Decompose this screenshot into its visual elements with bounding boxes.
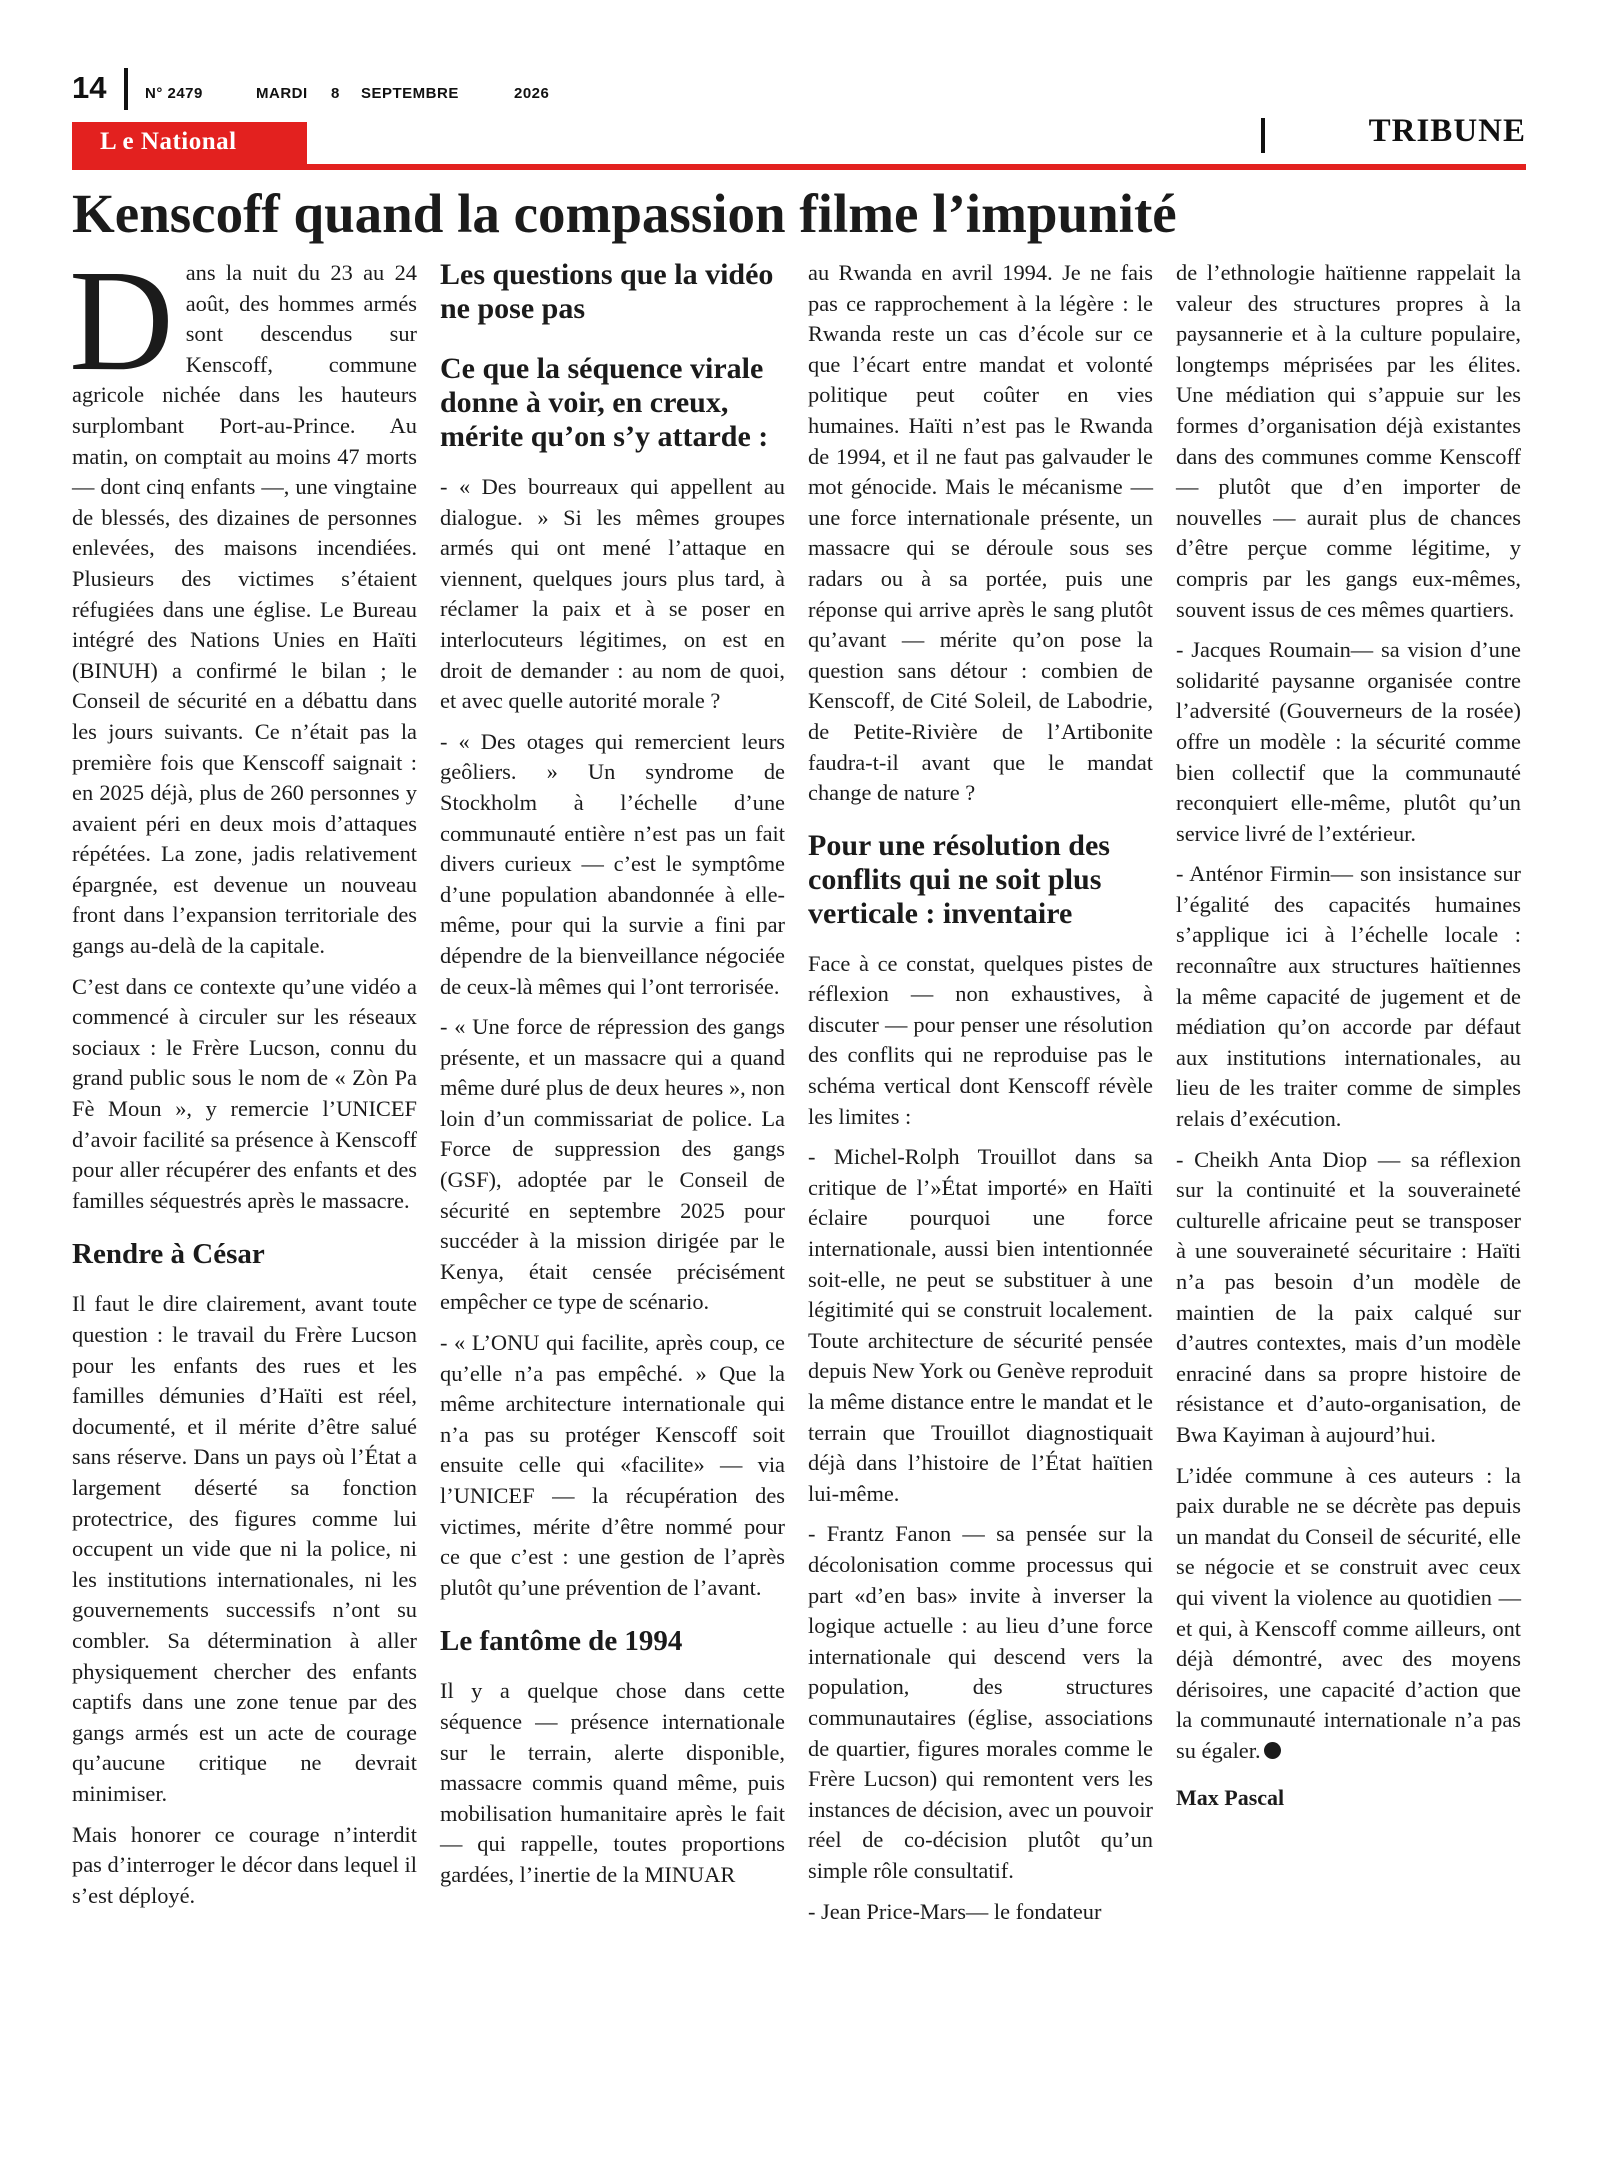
publication-name: L e National [100, 128, 237, 155]
date-day: 8 [331, 85, 340, 102]
section-label: TRIBUNE [1368, 113, 1526, 149]
list-item: - Cheikh Anta Diop — sa réflexion sur la continuité et la souveraineté culturelle africaine peut se transposer à une souveraineté sécuritaire : Haïti n’a pas besoin d’un modèle de maintien de la paix calqué sur d’autres contextes, mais d’un modèle enraciné dans sa propre histoire de résistance et d’auto-organisation, de Bwa Kayiman à aujourd’hui. [1176, 1146, 1521, 1447]
paragraph: au Rwanda en avril 1994. Je ne fais pas ce rapprochement à la légère : le Rwanda reste un cas d’école sur ce que l’écart entre mandat et volonté politique peut coûter en vies humaines. Haïti n’est pas le Rwanda de 1994, et il ne faut pas galvauder le mot génocide. Mais le mécanisme — une force internationale présente, un massacre qui se déroule sous ses radars ou à sa portée, puis une réponse qui arrive après le sang plutôt qu’avant — mérite qu’on pose la question sans détour : combien de Kenscoff, de Cité Soleil, de Labodrie, de Petite-Rivière de l’Artibonite faudra-t-il avant que le mandat change de nature ? [808, 260, 1153, 806]
article-headline: Kenscoff quand la compassion filme l’impunité [72, 183, 1177, 244]
list-item: - Jean Price-Mars— le fondateur [808, 1898, 1102, 1924]
article-column-2 [440, 258, 785, 1901]
list-item: - Michel-Rolph Trouillot dans sa critique de l’»État importé» en Haïti éclaire pourquoi une force internationale, aussi bien intentionnée soit-elle, ne peut se substituer à une légitimité qui se construit localement. Toute architecture de sécurité pensée depuis New York ou Genève reproduit la même distance entre le mandat et le terrain que Trouillot diagnostiquait déjà dans l’histoire de l’État haïtien lui-même. [808, 1144, 1153, 1506]
article-column-1 [69, 241, 417, 1921]
list-item: - Jacques Roumain— sa vision d’une solidarité paysanne organisée contre l’adversité (Gouverneurs de la rosée) offre un modèle : la sécurité comme bien collectif que la communauté reconquiert elle-même, plutôt qu’un service livré de l’extérieur. [1176, 637, 1521, 846]
paragraph: Face à ce constat, quelques pistes de réflexion — non exhaustives, à discuter — pour penser une résolution des conflits qui ne reproduise pas le schéma vertical dont Kenscoff révèle les limites : [808, 950, 1153, 1129]
date-weekday: MARDI [256, 85, 308, 102]
paragraph: C’est dans ce contexte qu’une vidéo a commencé à circuler sur les réseaux sociaux : le Frère Lucson, connu du grand public sous le nom de « Zòn Pa Fè Moun », y remercie l’UNICEF d’avoir facilité sa présence à Kenscoff pour aller récupérer des enfants et des familles séquestrés après le massacre. [72, 973, 417, 1213]
subheading-questions: Les questions que la vidéo ne pose pas [440, 258, 774, 325]
list-item: - Anténor Firmin— son insistance sur l’égalité des capacités humaines s’applique ici à l’échelle locale : reconnaître aux structures haïtiennes la même capacité de jugement et de médiation qu’on accorde par défaut aux institutions internationales, au lieu de les traiter comme de simples relais d’exécution. [1176, 861, 1521, 1132]
paragraph: Mais honorer ce courage n’interdit pas d’interroger le décor dans lequel il s’est déployé. [72, 1821, 417, 1908]
closing-text: L’idée commune à ces auteurs : la paix durable ne se décrète pas depuis un mandat du Conseil de sécurité, elle se négocie et se construit avec ceux qui vivent la violence au quotidien — et qui, à Kenscoff comme ailleurs, ont déjà démontré, avec des moyens dérisoires, une capacité d’action que la communauté internationale n’a pas su égaler. [1176, 1462, 1521, 1763]
paragraph: Il faut le dire clairement, avant toute question : le travail du Frère Lucson pour les enfants des rues et les familles démunies d’Haïti est réel, documenté, et il mérite d’être salué sans réserve. Dans un pays où l’État a largement déserté sa fonction protectrice, des figures comme lui occupent un vide que ni la police, ni les institutions internationales, ni les gouvernements successifs n’ont su combler. Sa détermination à aller physiquement chercher des enfants captifs dans une zone tenue par des gangs armés est un acte de courage qu’aucune critique ne devrait minimiser. [72, 1291, 417, 1806]
subheading-fantome: Le fantôme de 1994 [440, 1625, 683, 1658]
subheading-sequence: Ce que la séquence virale donne à voir, en creux, mérite qu’on s’y attarde : [440, 352, 769, 453]
issue-number: N° 2479 [145, 85, 203, 102]
list-item: - Frantz Fanon — sa pensée sur la décolonisation comme processus qui part «d’en bas» invite à inverser la logique actuelle : au lieu d’une force internationale qui descend vers la population, des structures communautaires (église, associations de quartier, figures morales comme le Frère Lucson) qui remontent vers les instances de décision, avec un pouvoir réel de co-décision plutôt qu’un simple rôle consultatif. [808, 1521, 1153, 1883]
author-byline: Max Pascal [1176, 1784, 1285, 1810]
list-item: - « Des otages qui remercient leurs geôliers. » Un syndrome de Stockholm à l’échelle d’une communauté entière n’est pas un fait divers curieux — c’est le symptôme d’une population abandonnée à elle-même, pour qui la survie a fini par dépendre de la bienveillance négociée de ceux-là mêmes qui l’ont terrorisée. [440, 728, 785, 999]
list-item: - « L’ONU qui facilite, après coup, ce qu’elle n’a pas empêché. » Que la même architecture internationale qui n’a pas su protéger Kenscoff soit ensuite celle qui «facilite» — via l’UNICEF — la récupération des victimes, mérite d’être nommé pour ce que c’est : une gestion de l’après plutôt qu’une prévention de l’avant. [440, 1330, 785, 1600]
date-month: SEPTEMBRE [361, 85, 459, 102]
header-divider [124, 68, 128, 110]
list-item: - « Une force de répression des gangs présente, et un massacre qui a quand même duré plus de deux heures », non loin d’un commissariat de police. La Force de suppression des gangs (GSF), adoptée par le Conseil de sécurité en septembre 2025 pour succéder à la mission dirigée par le Kenya, était censée précisément empêcher ce type de scénario. [440, 1014, 785, 1315]
paragraph: de l’ethnologie haïtienne rappelait la valeur des structures propres à la paysannerie et à la culture populaire, longtemps méprisées par les élites. Une médiation qui s’appuie sur les formes d’organisation déjà existantes dans des communes comme Kenscoff — plutôt que d’en importer de nouvelles — aurait plus de chances d’être perçue comme légitime, y compris par les gangs eux-mêmes, souvent issus de ces mêmes quartiers. [1176, 260, 1521, 622]
subheading-cesar: Rendre à César [72, 1238, 265, 1271]
section-divider [1261, 118, 1265, 153]
page-number: 14 [72, 70, 107, 105]
intro-text: ans la nuit du 23 au 24 août, des hommes armés sont descendus sur Kenscoff, commune agricole nichée dans les hauteurs surplombant Port-au-Prince. Au matin, on comptait au moins 47 morts — dont cinq enfants —, une vingtaine de blessés, des dizaines de personnes enlevées, des maisons incendiées. Plusieurs des victimes s’étaient réfugiées dans une église. Le Bureau intégré des Nations Unies en Haïti (BINUH) a confirmé le bilan ; le Conseil de sécurité en a débattu dans les jours suivants. Ce n’était pas la première fois que Kenscoff saignait : en 2025 déjà, plus de 260 personnes y avaient péri en deux mois d’attaques répétées. La zone, jadis relativement épargnée, est devenue un nouveau front dans l’expansion territoriale des gangs au-delà de la capitale. [72, 260, 417, 959]
article-column-3 [808, 258, 1153, 1937]
subheading-resolution: Pour une résolution des conflits qui ne soit plus verticale : inventaire [808, 828, 1110, 930]
drop-cap: D [69, 241, 174, 401]
paragraph: Il y a quelque chose dans cette séquence — présence internationale sur le terrain, alerte disponible, massacre commis quand même, puis mobilisation humanitaire après le fait — qui rappelle, toutes proportions gardées, l’inertie de la MINUAR [440, 1678, 785, 1887]
list-item: - « Des bourreaux qui appellent au dialogue. » Si les mêmes groupes armés qui ont mené l’attaque en viennent, quelques jours plus tard, à réclamer la paix et à se poser en interlocuteurs légitimes, on est en droit de demander : au nom de quoi, et avec quelle autorité morale ? [440, 474, 785, 714]
article-column-4 [1176, 258, 1521, 1813]
date-year: 2026 [514, 85, 550, 102]
closing-paragraph [1176, 1461, 1521, 1767]
end-of-article-icon [1264, 1742, 1281, 1759]
header-rule [72, 164, 1526, 170]
intro-paragraph [69, 241, 417, 962]
